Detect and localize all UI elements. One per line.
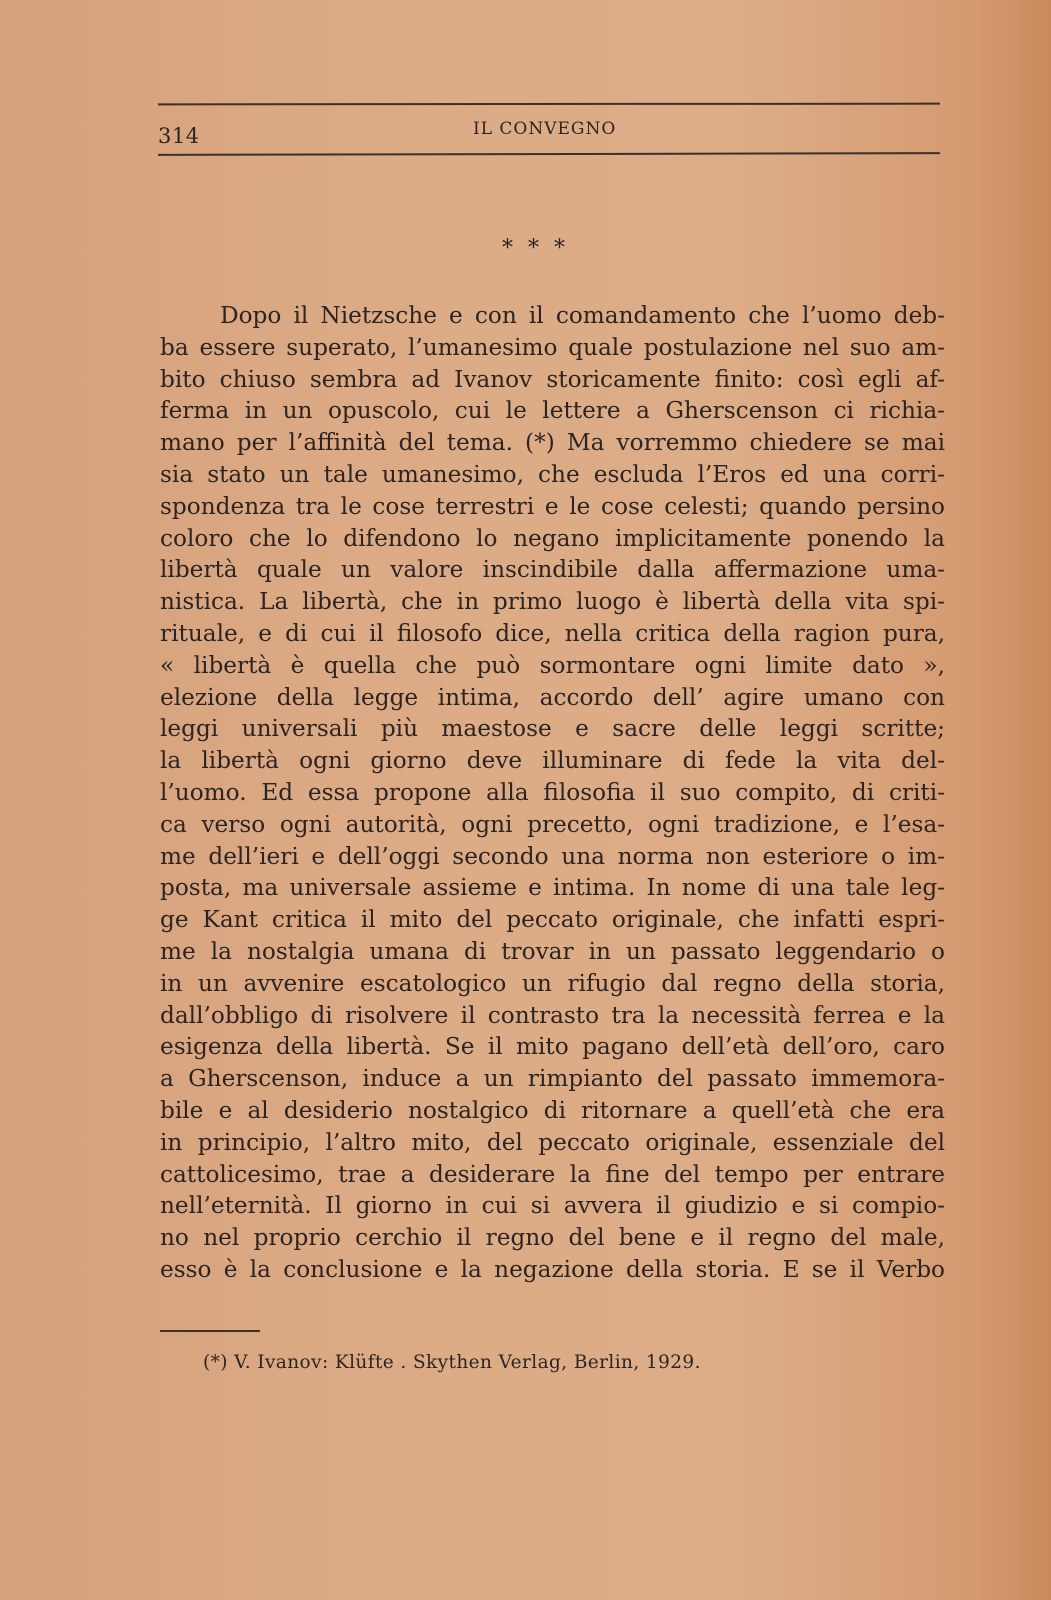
body-line: coloro che lo difendono lo negano implicitamente ponendo la (160, 524, 945, 552)
body-paragraph (160, 300, 945, 1286)
body-line: in principio, l’altro mito, del peccato originale, essenziale del (160, 1128, 945, 1156)
running-head: IL CONVEGNO (473, 119, 617, 139)
body-line: spondenza tra le cose terrestri e le cose celesti; quando persino (160, 492, 945, 520)
body-line: libertà quale un valore inscindibile dalla affermazione uma- (160, 556, 945, 584)
body-line: dall’obbligo di risolvere il contrasto tra la necessità ferrea e la (160, 1001, 945, 1029)
body-line: cattolicesimo, trae a desiderare la fine del tempo per entrare (160, 1160, 945, 1188)
body-line: in un avvenire escatologico un rifugio dal regno della storia, (160, 969, 945, 997)
body-line: a Gherscenson, induce a un rimpianto del passato immemora- (160, 1065, 945, 1093)
body-line: me dell’ieri e dell’oggi secondo una norma non esteriore o im- (160, 842, 945, 870)
body-line: rituale, e di cui il filosofo dice, nella critica della ragion pura, (160, 619, 945, 647)
page-number: 314 (158, 124, 200, 148)
body-line: ca verso ogni autorità, ogni precetto, ogni tradizione, e l’esa- (160, 810, 945, 838)
body-line: elezione della legge intima, accordo dell’ agire umano con (160, 683, 945, 711)
body-line: nistica. La libertà, che in primo luogo è libertà della vita spi- (160, 588, 945, 616)
body-line: l’uomo. Ed essa propone alla filosofia il suo compito, di criti- (160, 778, 945, 806)
body-line: ferma in un opuscolo, cui le lettere a Gherscenson ci richia- (160, 397, 945, 425)
body-line: mano per l’affinità del tema. (*) Ma vorremmo chiedere se mai (160, 429, 945, 457)
body-line: Dopo il Nietzsche e con il comandamento che l’uomo deb- (220, 302, 945, 329)
body-line: esso è la conclusione e la negazione della storia. E se il Verbo (160, 1255, 945, 1283)
body-line: ge Kant critica il mito del peccato originale, che infatti espri- (160, 906, 945, 934)
header-top-rule (158, 103, 940, 106)
body-line: me la nostalgia umana di trovar in un passato leggendario o (160, 937, 945, 965)
body-line: posta, ma universale assieme e intima. In nome di una tale leg- (160, 874, 945, 902)
body-line: leggi universali più maestose e sacre delle leggi scritte; (160, 715, 945, 743)
body-line: no nel proprio cerchio il regno del bene e il regno del male, (160, 1224, 945, 1252)
body-line: ba essere superato, l’umanesimo quale postulazione nel suo am- (160, 333, 945, 361)
body-line: esigenza della libertà. Se il mito pagano dell’età dell’oro, caro (160, 1033, 945, 1061)
body-line: « libertà è quella che può sormontare ogni limite dato », (160, 651, 945, 679)
footnote-rule (160, 1330, 260, 1332)
footnote: (*) V. Ivanov: Klüfte . Skythen Verlag, Berlin, 1929. (203, 1352, 701, 1373)
body-line: sia stato un tale umanesimo, che escluda l’Eros ed una corri- (160, 460, 945, 488)
section-break: * * * (502, 236, 569, 261)
header-bottom-rule (158, 152, 940, 156)
body-line: la libertà ogni giorno deve illuminare di fede la vita del- (160, 747, 945, 775)
body-line: bito chiuso sembra ad Ivanov storicamente finito: così egli af- (160, 365, 945, 393)
body-line: nell’eternità. Il giorno in cui si avvera il giudizio e si compio- (160, 1192, 945, 1220)
body-line: bile e al desiderio nostalgico di ritornare a quell’età che era (160, 1096, 945, 1124)
